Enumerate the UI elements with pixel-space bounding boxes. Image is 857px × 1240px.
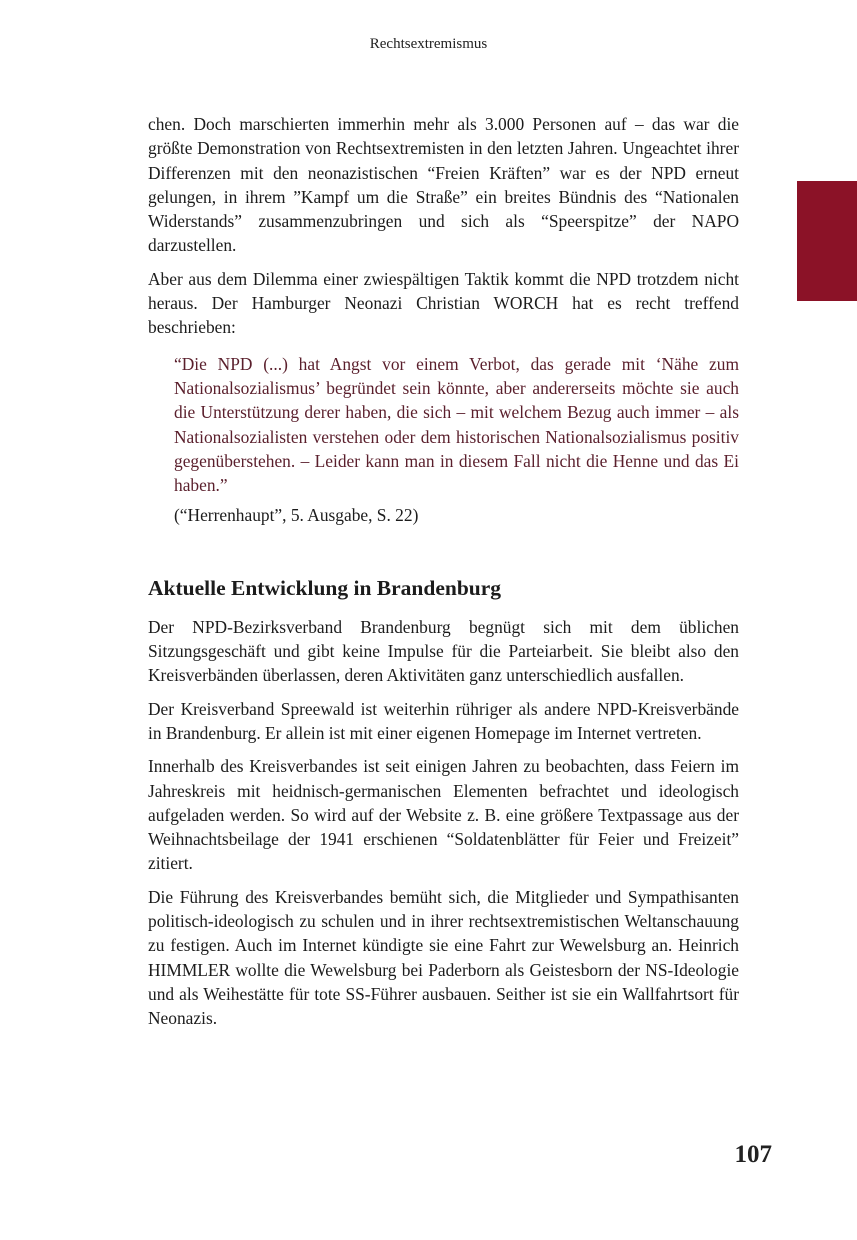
page-body xyxy=(148,112,739,1031)
section-heading: Aktuelle Entwicklung in Brandenburg xyxy=(148,575,502,600)
body-paragraph: Innerhalb des Kreisverbandes ist seit einigen Jahren zu beobachten, dass Feiern im Jahreskreis mit heidnisch-germanischen Elementen befrachtet und ideologisch aufgeladen werden. So wird auf der Website z. B. eine größere Textpassage aus der Weihnachtsbeilage der 1941 erschienen “Soldatenblätter für Feier und Freizeit” zitiert. xyxy=(148,756,739,874)
body-paragraph: chen. Doch marschierten immerhin mehr als 3.000 Personen auf – das war die größte Demonstration von Rechtsextremisten in den letzten Jahren. Ungeachtet ihrer Differenzen mit den neonazistischen “Freien Kräften” war es der NPD erneut gelungen, in ihrem ”Kampf um die Straße” ein breites Bündnis des “Nationalen Widerstands” zusammenzubringen und sich als “Speerspitze” der NAPO darzustellen. xyxy=(148,114,739,256)
page-number: 107 xyxy=(734,1141,772,1168)
body-paragraph: Aber aus dem Dilemma einer zwiespältigen Taktik kommt die NPD trotzdem nicht heraus. Der Hamburger Neonazi Christian WORCH hat es recht treffend beschrieben: xyxy=(148,268,739,338)
quote-source: (“Herrenhaupt”, 5. Ausgabe, S. 22) xyxy=(174,505,419,526)
body-paragraph: Der NPD-Bezirksverband Brandenburg begnügt sich mit dem üblichen Sitzungsgeschäft und gibt keine Impulse für die Parteiarbeit. Sie bleibt also den Kreisverbänden überlassen, deren Aktivitäten ganz unterschiedlich ausfallen. xyxy=(148,616,739,686)
running-title: Rechtsextremismus xyxy=(369,36,488,52)
body-paragraph: Die Führung des Kreisverbandes bemüht sich, die Mitglieder und Sympathisanten politisch-ideologisch zu schulen und in ihrer rechtsextremistischen Weltanschauung zu festigen. Auch im Internet kündigte sie eine Fahrt zur Wewelsburg an. Heinrich HIMMLER wollte die Wewelsburg bei Paderborn als Geistesborn der NS-Ideologie und als Weihestätte für tote SS-Führer ausbauen. Seither ist sie ein Wallfahrtsort für Neonazis. xyxy=(148,886,739,1029)
chapter-thumb-tab xyxy=(797,181,857,301)
block-quote: “Die NPD (...) hat Angst vor einem Verbot, das gerade mit ‘Nähe zum Nationalsozialismus’ begründet sein könnte, aber andererseits möchte sie auch die Unterstützung derer haben, die sich – mit welchem Bezug auch immer – als Nationalsozialisten verstehen oder dem historischen Nationalsozialismus positiv gegenüberstehen. – Leider kann man in diesem Fall nicht die Henne und das Ei haben.” xyxy=(174,353,739,496)
body-paragraph: Der Kreisverband Spreewald ist weiterhin rühriger als andere NPD-Kreisverbände in Brandenburg. Er allein ist mit einer eigenen Homepage im Internet vertreten. xyxy=(148,698,739,743)
